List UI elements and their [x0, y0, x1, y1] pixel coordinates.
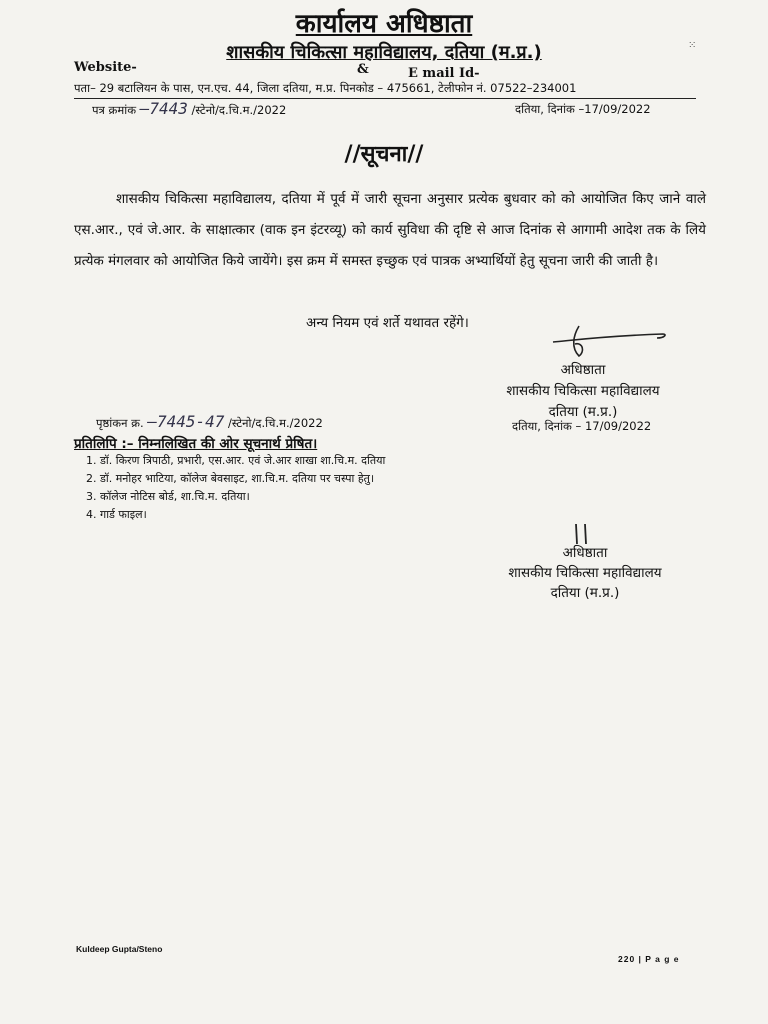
notice-heading: //सूचना//: [344, 142, 424, 167]
list-item: 2. डॉ. मनोहर भाटिया, कॉलेज बेवसाइट, शा.चि.म. दतिया पर चस्पा हेतु।: [100, 470, 540, 488]
signature-mark: [545, 322, 670, 362]
signatory-block-2: [480, 543, 690, 603]
copy-date: दतिया, दिनांक – 17/09/2022: [512, 419, 652, 433]
signatory-place: दतिया (म.प्र.): [548, 404, 618, 420]
office-title: कार्यालय अधिष्ठाता: [295, 9, 473, 39]
signatory-block-1: [468, 360, 698, 423]
rules-line: अन्य नियम एवं शर्ते यथावत रहेंगे।: [306, 315, 469, 331]
signatory-designation: अधिष्ठाता: [560, 362, 606, 378]
reference-suffix: /स्टेनो/द.चि.म./2022: [191, 103, 287, 117]
copy-reference-prefix: पृष्ठांकन क्र.: [96, 416, 144, 430]
college-name: शासकीय चिकित्सा महाविद्यालय, दतिया (म.प्र.): [226, 42, 542, 63]
recipient-list: [78, 452, 540, 524]
list-item: 1. डॉ. किरण त्रिपाठी, प्रभारी, एस.आर. एवं जे.आर शाखा शा.चि.म. दतिया: [100, 452, 540, 470]
pratilipi-heading: प्रतिलिपि :– निम्नलिखित की ओर सूचनार्थ प्रेषित।: [74, 436, 318, 452]
list-item: 3. कॉलेज नोटिस बोर्ड, शा.चि.म. दतिया।: [100, 488, 540, 506]
letter-date: दतिया, दिनांक –17/09/2022: [515, 102, 651, 116]
list-item: 4. गार्ड फाइल।: [100, 506, 540, 524]
copy-reference-number: –7445-47: [147, 412, 225, 431]
reference-number: –7443: [139, 99, 188, 118]
signatory-college: शासकीय चिकित्सा महाविद्यालय: [508, 565, 662, 581]
address-line: पता– 29 बटालियन के पास, एन.एच. 44, जिला दतिया, म.प्र. पिनकोड – 475661, टेलीफोन नं. 07522–234001: [74, 81, 577, 95]
copy-reference: [96, 412, 323, 431]
footer-page-number: 220 | P a g e: [618, 954, 680, 964]
signatory-college: शासकीय चिकित्सा महाविद्यालय: [506, 383, 660, 399]
letter-reference: [92, 99, 286, 118]
website-label: Website-: [74, 60, 137, 75]
ampersand: &: [357, 62, 369, 77]
notice-body: शासकीय चिकित्सा महाविद्यालय, दतिया में पूर्व में जारी सूचना अनुसार प्रत्येक बुधवार को को आयोजित किए जाने वाले एस.आर., एवं जे.आर. के साक्षात्कार (वाक इन इंटरव्यू) को कार्य सुविधा की दृष्टि से आज दिनांक से आगामी आदेश तक के लिये प्रत्येक मंगलवार को आयोजित किये जायेंगे। इस क्रम में समस्त इच्छुक एवं पात्रक अभ्यार्थियों हेतु सूचना जारी की जाती है।: [74, 191, 706, 269]
corner-mark: ⁙: [688, 40, 697, 51]
signatory-place: दतिया (म.प्र.): [550, 585, 620, 601]
reference-prefix: पत्र क्रमांक: [92, 103, 137, 117]
email-label: E mail Id-: [408, 66, 480, 81]
signatory-designation: अधिष्ठाता: [562, 545, 608, 561]
footer-author: Kuldeep Gupta/Steno: [76, 944, 163, 954]
copy-reference-suffix: /स्टेनो/द.चि.म./2022: [228, 416, 323, 430]
